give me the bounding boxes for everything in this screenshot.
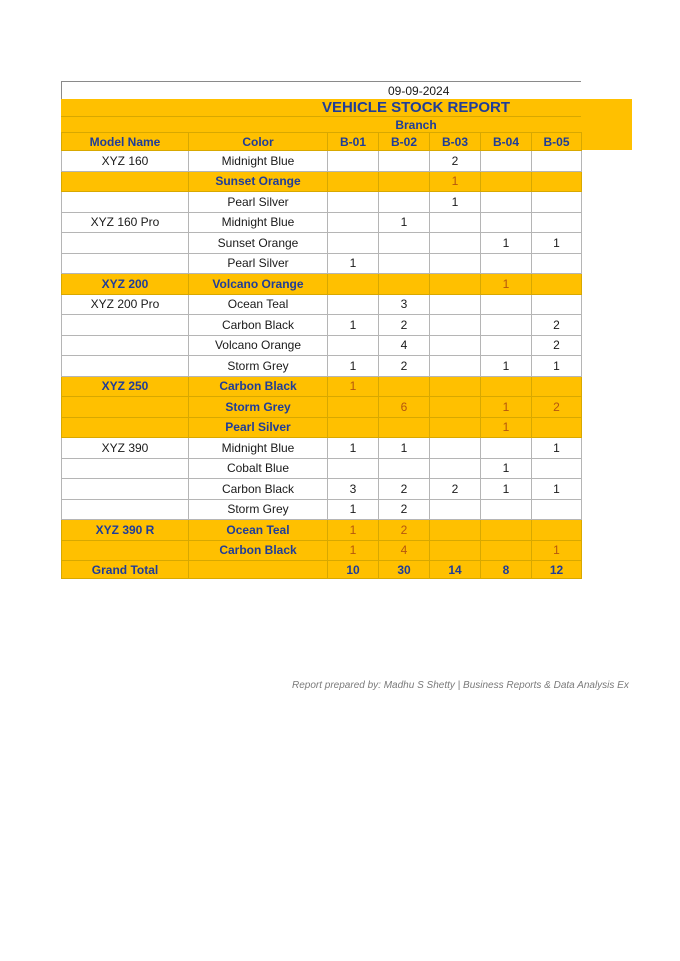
- branch-count-cell: 1: [379, 212, 430, 233]
- branch-count-cell: [430, 520, 481, 541]
- table-row: [62, 520, 582, 541]
- table-row: [62, 192, 582, 213]
- branch-count-cell: 2: [379, 499, 430, 520]
- grand-total-value: 10: [328, 561, 379, 579]
- model-name-cell: [62, 458, 189, 479]
- column-header: B-02: [379, 133, 430, 151]
- table-row: [62, 151, 582, 172]
- branch-count-cell: 4: [379, 540, 430, 561]
- model-name-cell: [62, 233, 189, 254]
- branch-count-cell: [532, 417, 582, 438]
- branch-count-cell: [430, 335, 481, 356]
- branch-count-cell: [328, 192, 379, 213]
- branch-count-cell: [430, 233, 481, 254]
- color-cell: Ocean Teal: [189, 520, 328, 541]
- branch-count-cell: [532, 212, 582, 233]
- branch-count-cell: 2: [379, 315, 430, 336]
- branch-count-cell: [379, 417, 430, 438]
- color-cell: Cobalt Blue: [189, 458, 328, 479]
- report-footer: Report prepared by: Madhu S Shetty | Business Reports & Data Analysis Ex: [292, 680, 629, 691]
- branch-count-cell: 3: [379, 294, 430, 315]
- branch-count-cell: [430, 274, 481, 295]
- color-cell: Storm Grey: [189, 397, 328, 418]
- branch-count-cell: 2: [430, 479, 481, 500]
- grand-total-color-cell: [189, 561, 328, 579]
- column-header: B-04: [481, 133, 532, 151]
- branch-count-cell: [481, 192, 532, 213]
- table-row: [62, 540, 582, 561]
- branch-count-cell: 1: [328, 540, 379, 561]
- branch-count-cell: 1: [328, 356, 379, 377]
- branch-count-cell: [481, 315, 532, 336]
- branch-count-cell: [379, 274, 430, 295]
- color-cell: Storm Grey: [189, 356, 328, 377]
- branch-count-cell: [430, 540, 481, 561]
- grand-total-value: 8: [481, 561, 532, 579]
- column-header: Model Name: [62, 133, 189, 151]
- table-row: [62, 171, 582, 192]
- branch-count-cell: 2: [532, 397, 582, 418]
- model-name-cell: [62, 356, 189, 377]
- branch-count-cell: [328, 294, 379, 315]
- table-row: [62, 458, 582, 479]
- date-row: [61, 81, 581, 100]
- model-name-cell: [62, 397, 189, 418]
- branch-count-cell: 4: [379, 335, 430, 356]
- color-cell: Ocean Teal: [189, 294, 328, 315]
- branch-count-cell: [481, 212, 532, 233]
- model-name-cell: [62, 540, 189, 561]
- color-cell: Volcano Orange: [189, 335, 328, 356]
- model-name-cell: [62, 171, 189, 192]
- branch-count-cell: 2: [379, 356, 430, 377]
- model-name-cell: [62, 335, 189, 356]
- branch-count-cell: 1: [481, 397, 532, 418]
- branch-count-cell: [430, 499, 481, 520]
- branch-count-cell: 1: [328, 499, 379, 520]
- branch-count-cell: 1: [328, 315, 379, 336]
- table-body: [62, 151, 582, 579]
- table-row: [62, 212, 582, 233]
- grand-total-label: Grand Total: [62, 561, 189, 579]
- grand-total-value: 12: [532, 561, 582, 579]
- branch-count-cell: [379, 151, 430, 172]
- branch-count-cell: [532, 253, 582, 274]
- column-header: B-05: [532, 133, 582, 151]
- table-row: [62, 499, 582, 520]
- branch-count-cell: 2: [532, 335, 582, 356]
- branch-count-cell: [379, 233, 430, 254]
- table-row: [62, 253, 582, 274]
- branch-count-cell: 1: [532, 438, 582, 459]
- branch-count-cell: [430, 438, 481, 459]
- branch-count-cell: [430, 253, 481, 274]
- branch-count-cell: 1: [532, 540, 582, 561]
- branch-count-cell: [379, 458, 430, 479]
- table-row: [62, 356, 582, 377]
- branch-count-cell: 1: [481, 356, 532, 377]
- color-cell: Storm Grey: [189, 499, 328, 520]
- branch-count-cell: [328, 233, 379, 254]
- branch-count-cell: 1: [481, 458, 532, 479]
- branch-count-cell: 2: [379, 479, 430, 500]
- report-sheet: [61, 81, 629, 691]
- branch-count-cell: [532, 274, 582, 295]
- color-cell: Carbon Black: [189, 540, 328, 561]
- branch-count-cell: [430, 458, 481, 479]
- branch-label: Branch: [61, 116, 581, 132]
- color-cell: Pearl Silver: [189, 417, 328, 438]
- color-cell: Sunset Orange: [189, 233, 328, 254]
- branch-count-cell: [430, 315, 481, 336]
- branch-count-cell: 3: [328, 479, 379, 500]
- branch-count-cell: [379, 192, 430, 213]
- branch-count-cell: [430, 212, 481, 233]
- table-header-row: [62, 133, 582, 151]
- model-name-cell: XYZ 250: [62, 376, 189, 397]
- branch-count-cell: [481, 376, 532, 397]
- table-row: [62, 233, 582, 254]
- branch-count-cell: 1: [481, 274, 532, 295]
- color-cell: Carbon Black: [189, 376, 328, 397]
- branch-count-cell: 2: [379, 520, 430, 541]
- branch-count-cell: [328, 212, 379, 233]
- branch-count-cell: [481, 520, 532, 541]
- model-name-cell: [62, 253, 189, 274]
- branch-count-cell: 1: [481, 417, 532, 438]
- color-cell: Midnight Blue: [189, 438, 328, 459]
- color-cell: Carbon Black: [189, 315, 328, 336]
- model-name-cell: XYZ 200 Pro: [62, 294, 189, 315]
- branch-count-cell: 1: [328, 253, 379, 274]
- branch-count-cell: [532, 499, 582, 520]
- branch-count-cell: 1: [328, 438, 379, 459]
- table-row: [62, 294, 582, 315]
- grand-total-value: 14: [430, 561, 481, 579]
- model-name-cell: XYZ 160: [62, 151, 189, 172]
- report-title: VEHICLE STOCK REPORT: [321, 99, 511, 116]
- table-row: [62, 438, 582, 459]
- branch-count-cell: 1: [328, 376, 379, 397]
- branch-count-cell: [328, 171, 379, 192]
- branch-count-cell: [481, 253, 532, 274]
- branch-count-cell: [328, 417, 379, 438]
- model-name-cell: [62, 315, 189, 336]
- model-name-cell: XYZ 200: [62, 274, 189, 295]
- branch-count-cell: [532, 171, 582, 192]
- branch-count-cell: [532, 458, 582, 479]
- branch-count-cell: [328, 458, 379, 479]
- color-cell: Pearl Silver: [189, 253, 328, 274]
- column-header: Color: [189, 133, 328, 151]
- branch-count-cell: 1: [430, 171, 481, 192]
- branch-count-cell: [328, 397, 379, 418]
- table-row: [62, 315, 582, 336]
- branch-count-cell: [328, 151, 379, 172]
- branch-count-cell: [481, 540, 532, 561]
- column-header: B-03: [430, 133, 481, 151]
- branch-count-cell: [481, 151, 532, 172]
- branch-count-cell: [379, 253, 430, 274]
- grand-total-value: 30: [379, 561, 430, 579]
- table-row: [62, 479, 582, 500]
- branch-count-cell: 1: [430, 192, 481, 213]
- stock-table: [61, 132, 582, 579]
- model-name-cell: XYZ 390: [62, 438, 189, 459]
- branch-count-cell: 2: [532, 315, 582, 336]
- branch-count-cell: [379, 376, 430, 397]
- branch-count-cell: [328, 335, 379, 356]
- model-name-cell: [62, 192, 189, 213]
- branch-count-cell: 1: [328, 520, 379, 541]
- branch-count-cell: [379, 171, 430, 192]
- color-cell: Sunset Orange: [189, 171, 328, 192]
- branch-count-cell: [481, 335, 532, 356]
- table-row: [62, 376, 582, 397]
- model-name-cell: XYZ 390 R: [62, 520, 189, 541]
- branch-count-cell: 1: [481, 233, 532, 254]
- branch-count-cell: [532, 151, 582, 172]
- branch-count-cell: [481, 171, 532, 192]
- branch-count-cell: [532, 520, 582, 541]
- branch-count-cell: [481, 438, 532, 459]
- model-name-cell: [62, 417, 189, 438]
- column-header: B-01: [328, 133, 379, 151]
- branch-count-cell: 2: [430, 151, 481, 172]
- report-date: 09-09-2024: [388, 84, 450, 98]
- branch-count-cell: 1: [481, 479, 532, 500]
- branch-count-cell: 1: [379, 438, 430, 459]
- branch-count-cell: [430, 397, 481, 418]
- branch-count-cell: [481, 499, 532, 520]
- color-cell: Volcano Orange: [189, 274, 328, 295]
- color-cell: Midnight Blue: [189, 151, 328, 172]
- branch-count-cell: [481, 294, 532, 315]
- table-row: [62, 274, 582, 295]
- branch-count-cell: [430, 376, 481, 397]
- branch-count-cell: [430, 356, 481, 377]
- branch-count-cell: 1: [532, 233, 582, 254]
- model-name-cell: [62, 479, 189, 500]
- color-cell: Midnight Blue: [189, 212, 328, 233]
- color-cell: Carbon Black: [189, 479, 328, 500]
- table-row: [62, 417, 582, 438]
- branch-count-cell: [328, 274, 379, 295]
- branch-count-cell: [532, 192, 582, 213]
- table-row: [62, 335, 582, 356]
- branch-count-cell: 1: [532, 356, 582, 377]
- branch-count-cell: [430, 294, 481, 315]
- color-cell: Pearl Silver: [189, 192, 328, 213]
- branch-count-cell: [430, 417, 481, 438]
- grand-total-row: [62, 561, 582, 579]
- branch-count-cell: 6: [379, 397, 430, 418]
- branch-count-cell: [532, 294, 582, 315]
- model-name-cell: XYZ 160 Pro: [62, 212, 189, 233]
- model-name-cell: [62, 499, 189, 520]
- branch-count-cell: 1: [532, 479, 582, 500]
- table-row: [62, 397, 582, 418]
- branch-count-cell: [532, 376, 582, 397]
